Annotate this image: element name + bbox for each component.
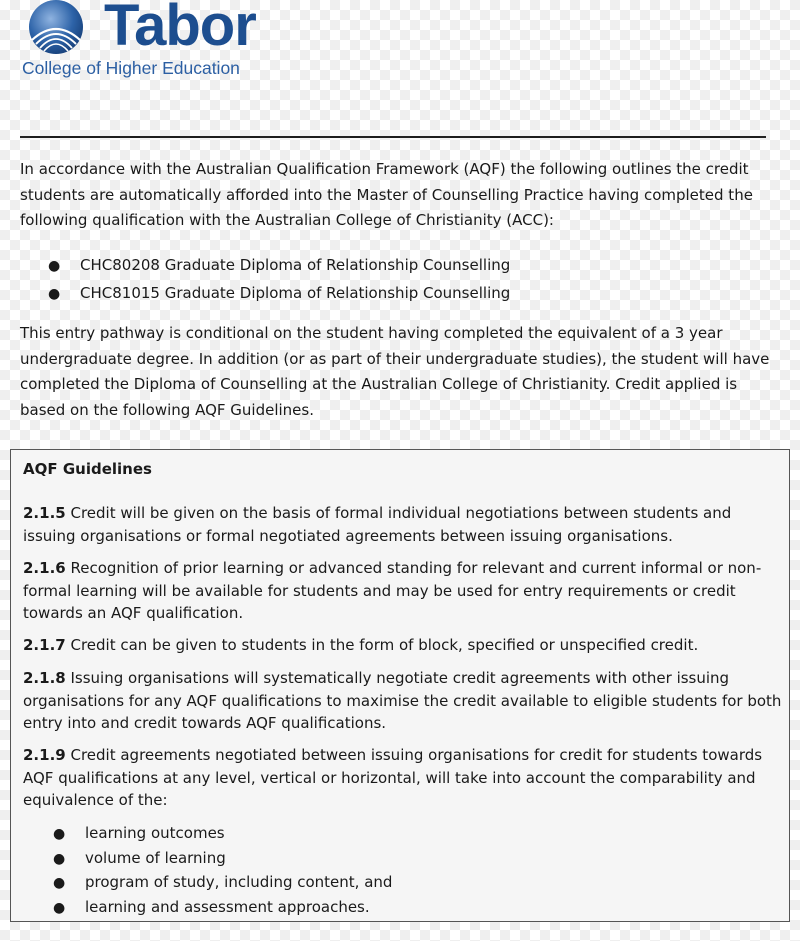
guideline-item: 2.1.7 Credit can be given to students in the form of block, specified or unspecified credit. [23,636,699,654]
bullet-icon: ● [48,286,61,302]
list-item: ● learning outcomes [53,822,392,847]
list-item: ● learning and assessment approaches. [53,896,392,921]
intro-paragraph: In accordance with the Australian Qualification Framework (AQF) the following outlines the credit students are automatically afforded into the Master of Counselling Practice having completed the following qualification with the Australian College of Christianity (ACC): [20,160,753,229]
tabor-logo [22,0,262,82]
guideline-item: 2.1.5 Credit will be given on the basis of formal individual negotiations between students and issuing organisations or formal negotiated agreements between issuing organisations. [23,504,732,545]
bullet-icon: ● [48,258,61,274]
header-divider [20,136,766,138]
bullet-icon: ● [53,899,66,916]
guideline-item: 2.1.8 Issuing organisations will systematically negotiate credit agreements with other issuing organisations for any AQF qualifications to maximise the credit available to eligible students for both entry into and credit towards AQF qualifications. [23,669,782,732]
logo-wordmark: Tabor [104,0,256,58]
guideline-item: 2.1.9 Credit agreements negotiated between issuing organisations for credit for students towards AQF qualifications at any level, vertical or horizontal, will take into account the comparability and equivalence of the: [23,746,763,809]
qualification-list [48,252,510,308]
list-item: ● program of study, including content, and [53,871,392,896]
bullet-icon: ● [53,875,66,891]
list-item: ● volume of learning [53,847,392,872]
list-item: ● CHC80208 Graduate Diploma of Relationship Counselling [48,252,510,280]
logo-subtitle: College of Higher Education [22,58,240,78]
list-item: ● CHC81015 Graduate Diploma of Relationship Counselling [48,280,510,308]
guideline-item: 2.1.6 Recognition of prior learning or advanced standing for relevant and current informal or non-formal learning will be available for students and may be used for entry requirements or credit towards an AQF qualification. [23,559,762,622]
bullet-icon: ● [53,850,66,867]
globe-arc-icon [26,0,100,56]
pathway-paragraph: This entry pathway is conditional on the student having completed the equivalent of a 3 year undergraduate degree. In addition (or as part of their undergraduate studies), the student will have completed the Diploma of Counselling at the Australian College of Christianity. Credit applied is based on the following AQF Guidelines. [20,324,770,419]
bullet-icon: ● [53,826,66,842]
guidelines-heading: AQF Guidelines [23,460,152,478]
comparability-list [53,822,392,920]
aqf-guidelines-box [10,449,790,922]
